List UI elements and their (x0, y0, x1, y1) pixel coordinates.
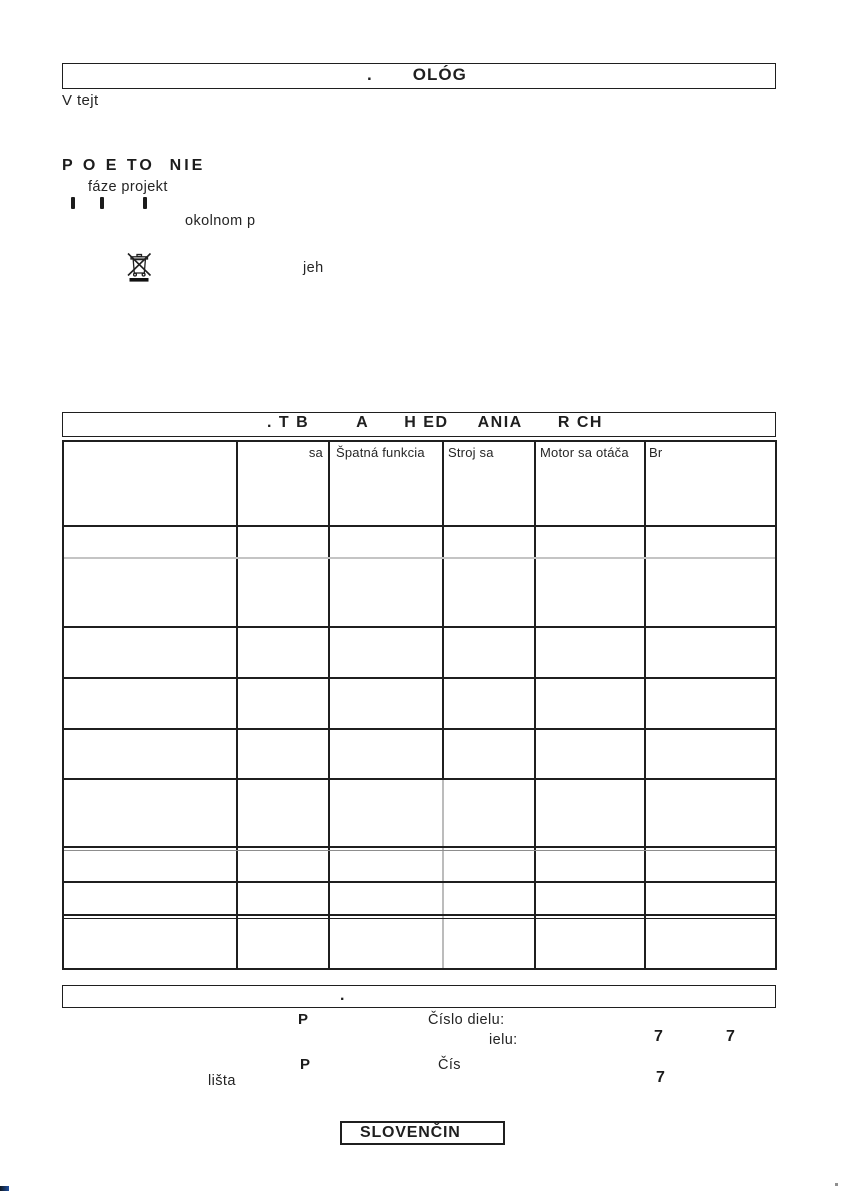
list-bullet (71, 197, 75, 209)
parts-row2-value2: 7 (726, 1028, 735, 1045)
column-header-motor-sa-otaca: Motor sa otáča (540, 445, 629, 460)
table-hline (64, 846, 775, 848)
list-bullet (100, 197, 104, 209)
parts-row3-p: P (300, 1056, 311, 1073)
table-hline (64, 918, 775, 919)
table-hline (64, 525, 775, 527)
table-vline-faint (442, 778, 444, 968)
parts-row1-p: P (298, 1011, 309, 1028)
table-vline (534, 442, 536, 968)
parts-row2-value1: 7 (654, 1028, 663, 1045)
page-title-bar (62, 63, 776, 89)
table-vline (644, 442, 646, 968)
section-line-okolnom: okolnom p (185, 213, 256, 229)
parts-row4-label: lišta (208, 1073, 236, 1089)
column-header-spatna-funkcia: Špatná funkcia (336, 445, 425, 460)
troubleshooting-table (62, 440, 777, 970)
weee-crossed-out-bin-icon (125, 251, 153, 283)
language-box (340, 1121, 505, 1145)
language-label: SLOVENČIN (360, 1124, 461, 1141)
section-line-jeh: jeh (303, 260, 324, 276)
table-hline (64, 778, 775, 780)
parts-title: . (340, 987, 346, 1004)
column-header-stroj-sa: Stroj sa (448, 445, 494, 460)
table-hline-faint (64, 850, 775, 851)
parts-title-bar (62, 985, 776, 1008)
table-hline (64, 881, 775, 883)
table-hline-faint (64, 557, 775, 559)
table-hline (64, 677, 775, 679)
parts-row1-label: Číslo dielu: (428, 1012, 505, 1028)
scan-corner-mark (0, 1186, 9, 1191)
scan-stray-dot (835, 1183, 838, 1186)
column-header-sa: sa (308, 445, 323, 460)
parts-row4-value: 7 (656, 1069, 665, 1086)
table-vline (236, 442, 238, 968)
table-hline (64, 626, 775, 628)
table-hline (64, 728, 775, 730)
troubleshooting-title-bar (62, 412, 776, 437)
parts-row3-label: Čís (438, 1057, 461, 1073)
intro-text: V tejt (62, 92, 99, 109)
table-vline (328, 442, 330, 968)
page-title: . OLÓG (367, 65, 467, 84)
column-header-br: Br (649, 445, 663, 460)
parts-row2-label: ielu: (489, 1032, 518, 1048)
section-line-faze: fáze projekt (88, 179, 168, 195)
troubleshooting-title: . T B A H ED ANIA R CH (267, 414, 603, 431)
list-bullet (143, 197, 147, 209)
section-heading: P O E TO NIE (62, 157, 206, 174)
table-hline (64, 914, 775, 916)
